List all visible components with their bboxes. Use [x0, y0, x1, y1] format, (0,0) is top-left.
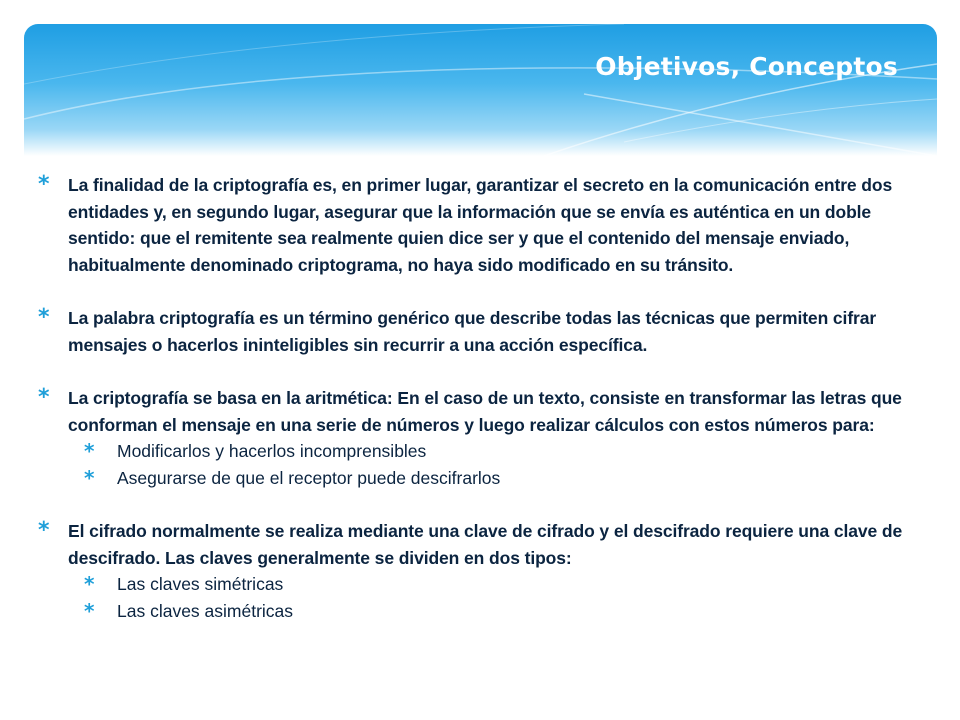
sub-list: [38, 438, 928, 491]
bullet-text: El cifrado normalmente se realiza mediante una clave de cifrado y el descifrado requiere una clave de descifrado. Las claves generalmente se dividen en dos tipos:: [68, 521, 903, 568]
bullet-item: [38, 172, 928, 278]
bullet-text: La criptografía se basa en la aritmética: En el caso de un texto, consiste en transformar las letras que conforman el mensaje en una serie de números y luego realizar cálculos con estos números para:: [68, 388, 902, 435]
bullet-star-icon: *: [38, 385, 50, 410]
bullet-item: [38, 518, 928, 571]
sub-item: [84, 438, 928, 465]
sub-item: [84, 571, 928, 598]
sub-item-text: Modificarlos y hacerlos incomprensibles: [117, 441, 427, 461]
header-banner: [24, 24, 937, 156]
bullet-star-icon: *: [38, 305, 50, 330]
bullet-text: La finalidad de la criptografía es, en primer lugar, garantizar el secreto en la comunicación entre dos entidades y, en segundo lugar, asegurar que la información que se envía es auténtica en un doble sentido: que el remitente sea realmente quien dice ser y que el contenido del mensaje enviado, habitualmente denominado criptograma, no haya sido modificado en su tránsito.: [68, 175, 893, 275]
slide-content: [38, 172, 928, 624]
sub-bullet-star-icon: *: [84, 439, 95, 463]
sub-bullet-star-icon: *: [84, 598, 95, 623]
bullet-star-icon: *: [38, 518, 50, 543]
slide-title: Objetivos, Conceptos: [595, 52, 898, 81]
bullet-text: La palabra criptografía es un término genérico que describe todas las técnicas que permiten cifrar mensajes o hacerlos ininteligibles sin recurrir a una acción específica.: [68, 308, 877, 355]
sub-item-text: Las claves simétricas: [117, 574, 284, 594]
bullet-star-icon: *: [38, 172, 50, 197]
sub-list: [38, 571, 928, 624]
bullet-item: [38, 385, 928, 438]
sub-item-text: Las claves asimétricas: [117, 600, 294, 621]
sub-item: [84, 465, 928, 492]
sub-bullet-star-icon: *: [84, 572, 95, 596]
sub-bullet-star-icon: *: [84, 465, 95, 490]
bullet-item: [38, 305, 928, 358]
sub-item-text: Asegurarse de que el receptor puede descifrarlos: [117, 467, 501, 488]
banner-decoration: [24, 24, 937, 156]
sub-item: [84, 598, 928, 625]
